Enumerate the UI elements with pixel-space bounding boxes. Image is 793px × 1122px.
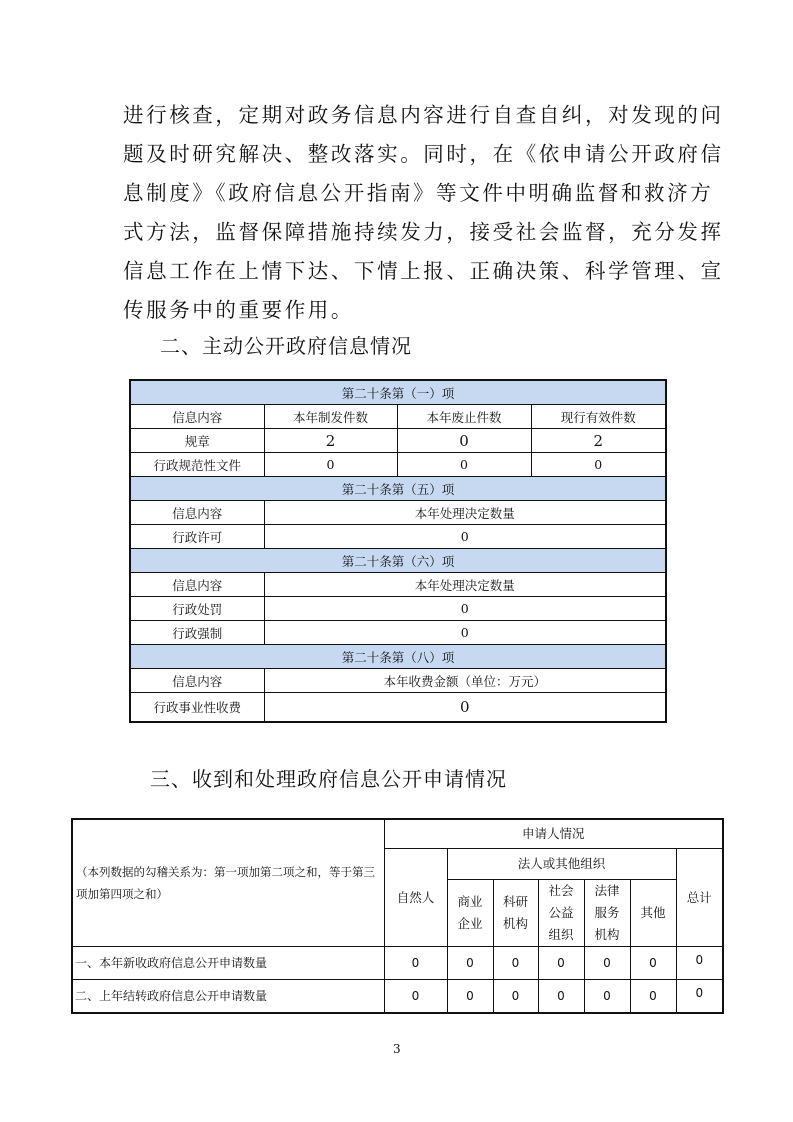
column-header: 现行有效件数 bbox=[531, 405, 666, 429]
application-table bbox=[71, 818, 724, 1014]
reconciliation-note: （本列数据的勾稽关系为：第一项加第二项之和，等于第三项加第四项之和） bbox=[72, 819, 384, 947]
row-label: 规章 bbox=[130, 429, 264, 453]
cell-value: 0 bbox=[264, 693, 666, 723]
row-label: 一、本年新收政府信息公开申请数量 bbox=[72, 947, 384, 980]
header-row bbox=[130, 669, 666, 693]
sub-header bbox=[630, 880, 676, 947]
cell-value: 0 bbox=[493, 947, 538, 980]
column-header: 信息内容 bbox=[130, 573, 264, 597]
cell-value: 2 bbox=[531, 429, 666, 453]
header-row bbox=[72, 819, 723, 849]
table-row bbox=[130, 597, 666, 621]
header-row bbox=[130, 573, 666, 597]
table-row bbox=[72, 980, 723, 1014]
section-header-row bbox=[130, 477, 666, 501]
column-header: 本年处理决定数量 bbox=[264, 573, 666, 597]
header-row bbox=[130, 501, 666, 525]
sub-header-label: 其他 bbox=[640, 905, 666, 920]
paragraph-line: 息制度》《政府信息公开指南》等文件中明确监督和救济方 bbox=[123, 181, 714, 205]
section-header-row bbox=[130, 380, 666, 405]
table-row bbox=[130, 621, 666, 645]
column-header: 本年制发件数 bbox=[264, 405, 397, 429]
section-title: 第二十条第（八）项 bbox=[130, 645, 666, 669]
table-row bbox=[72, 947, 723, 980]
row-label: 二、上年结转政府信息公开申请数量 bbox=[72, 980, 384, 1014]
applicant-header: 申请人情况 bbox=[384, 819, 723, 849]
total-value: 0 bbox=[676, 947, 723, 980]
page-number: 3 bbox=[393, 1042, 401, 1056]
section-header-row bbox=[130, 549, 666, 573]
sub-header bbox=[447, 880, 493, 947]
natural-person-header: 自然人 bbox=[384, 849, 447, 947]
section-title: 第二十条第（五）项 bbox=[130, 477, 666, 501]
cell-value: 0 bbox=[531, 453, 666, 477]
paragraph-line: 题及时研究解决、整改落实。同时，在《依申请公开政府信 bbox=[123, 142, 724, 166]
sub-header-label: 商业企业 bbox=[457, 894, 483, 931]
cell-value: 0 bbox=[384, 980, 447, 1014]
section-title: 第二十条第（六）项 bbox=[130, 549, 666, 573]
cell-value: 0 bbox=[584, 947, 630, 980]
column-header: 本年收费金额（单位：万元） bbox=[264, 669, 666, 693]
cell-value: 0 bbox=[264, 453, 397, 477]
sub-header bbox=[538, 880, 584, 947]
cell-value: 0 bbox=[493, 980, 538, 1014]
table-row bbox=[130, 525, 666, 549]
section-header-row bbox=[130, 645, 666, 669]
section-three-heading: 三、收到和处理政府信息公开申请情况 bbox=[150, 767, 507, 791]
cell-value: 0 bbox=[264, 525, 666, 549]
total-value: 0 bbox=[676, 980, 723, 1014]
cell-value: 0 bbox=[264, 597, 666, 621]
paragraph-line: 信息工作在上情下达、下情上报、正确决策、科学管理、宣 bbox=[123, 259, 724, 283]
section-title: 第二十条第（一）项 bbox=[130, 380, 666, 405]
cell-value: 0 bbox=[397, 429, 531, 453]
cell-value: 2 bbox=[264, 429, 397, 453]
sub-header bbox=[584, 880, 630, 947]
body-paragraph bbox=[123, 96, 724, 330]
sub-header-label: 法律服务机构 bbox=[594, 883, 620, 942]
column-header: 本年处理决定数量 bbox=[264, 501, 666, 525]
legal-entity-header: 法人或其他组织 bbox=[447, 849, 676, 880]
cell-value: 0 bbox=[630, 980, 676, 1014]
cell-value: 0 bbox=[384, 947, 447, 980]
cell-value: 0 bbox=[538, 947, 584, 980]
sub-header-label: 社会公益组织 bbox=[548, 883, 574, 942]
cell-value: 0 bbox=[447, 980, 493, 1014]
column-header: 信息内容 bbox=[130, 501, 264, 525]
table-row bbox=[130, 429, 666, 453]
cell-value: 0 bbox=[447, 947, 493, 980]
row-label: 行政强制 bbox=[130, 621, 264, 645]
header-row bbox=[130, 405, 666, 429]
paragraph-line: 传服务中的重要作用。 bbox=[123, 298, 354, 322]
table-row bbox=[130, 693, 666, 723]
paragraph-line: 式方法，监督保障措施持续发力，接受社会监督，充分发挥 bbox=[123, 220, 724, 244]
column-header: 本年废止件数 bbox=[397, 405, 531, 429]
cell-value: 0 bbox=[264, 621, 666, 645]
cell-value: 0 bbox=[397, 453, 531, 477]
cell-value: 0 bbox=[584, 980, 630, 1014]
row-label: 行政处罚 bbox=[130, 597, 264, 621]
column-header: 信息内容 bbox=[130, 669, 264, 693]
proactive-disclosure-table bbox=[129, 379, 667, 723]
column-header: 信息内容 bbox=[130, 405, 264, 429]
cell-value: 0 bbox=[630, 947, 676, 980]
row-label: 行政事业性收费 bbox=[130, 693, 264, 723]
sub-header-label: 科研机构 bbox=[502, 894, 528, 931]
paragraph-line: 进行核查，定期对政务信息内容进行自查自纠，对发现的问 bbox=[123, 103, 724, 127]
section-two-heading: 二、主动公开政府信息情况 bbox=[160, 334, 412, 358]
cell-value: 0 bbox=[538, 980, 584, 1014]
row-label: 行政规范性文件 bbox=[130, 453, 264, 477]
row-label: 行政许可 bbox=[130, 525, 264, 549]
table-row bbox=[130, 453, 666, 477]
total-header: 总计 bbox=[676, 849, 723, 947]
sub-header bbox=[493, 880, 538, 947]
